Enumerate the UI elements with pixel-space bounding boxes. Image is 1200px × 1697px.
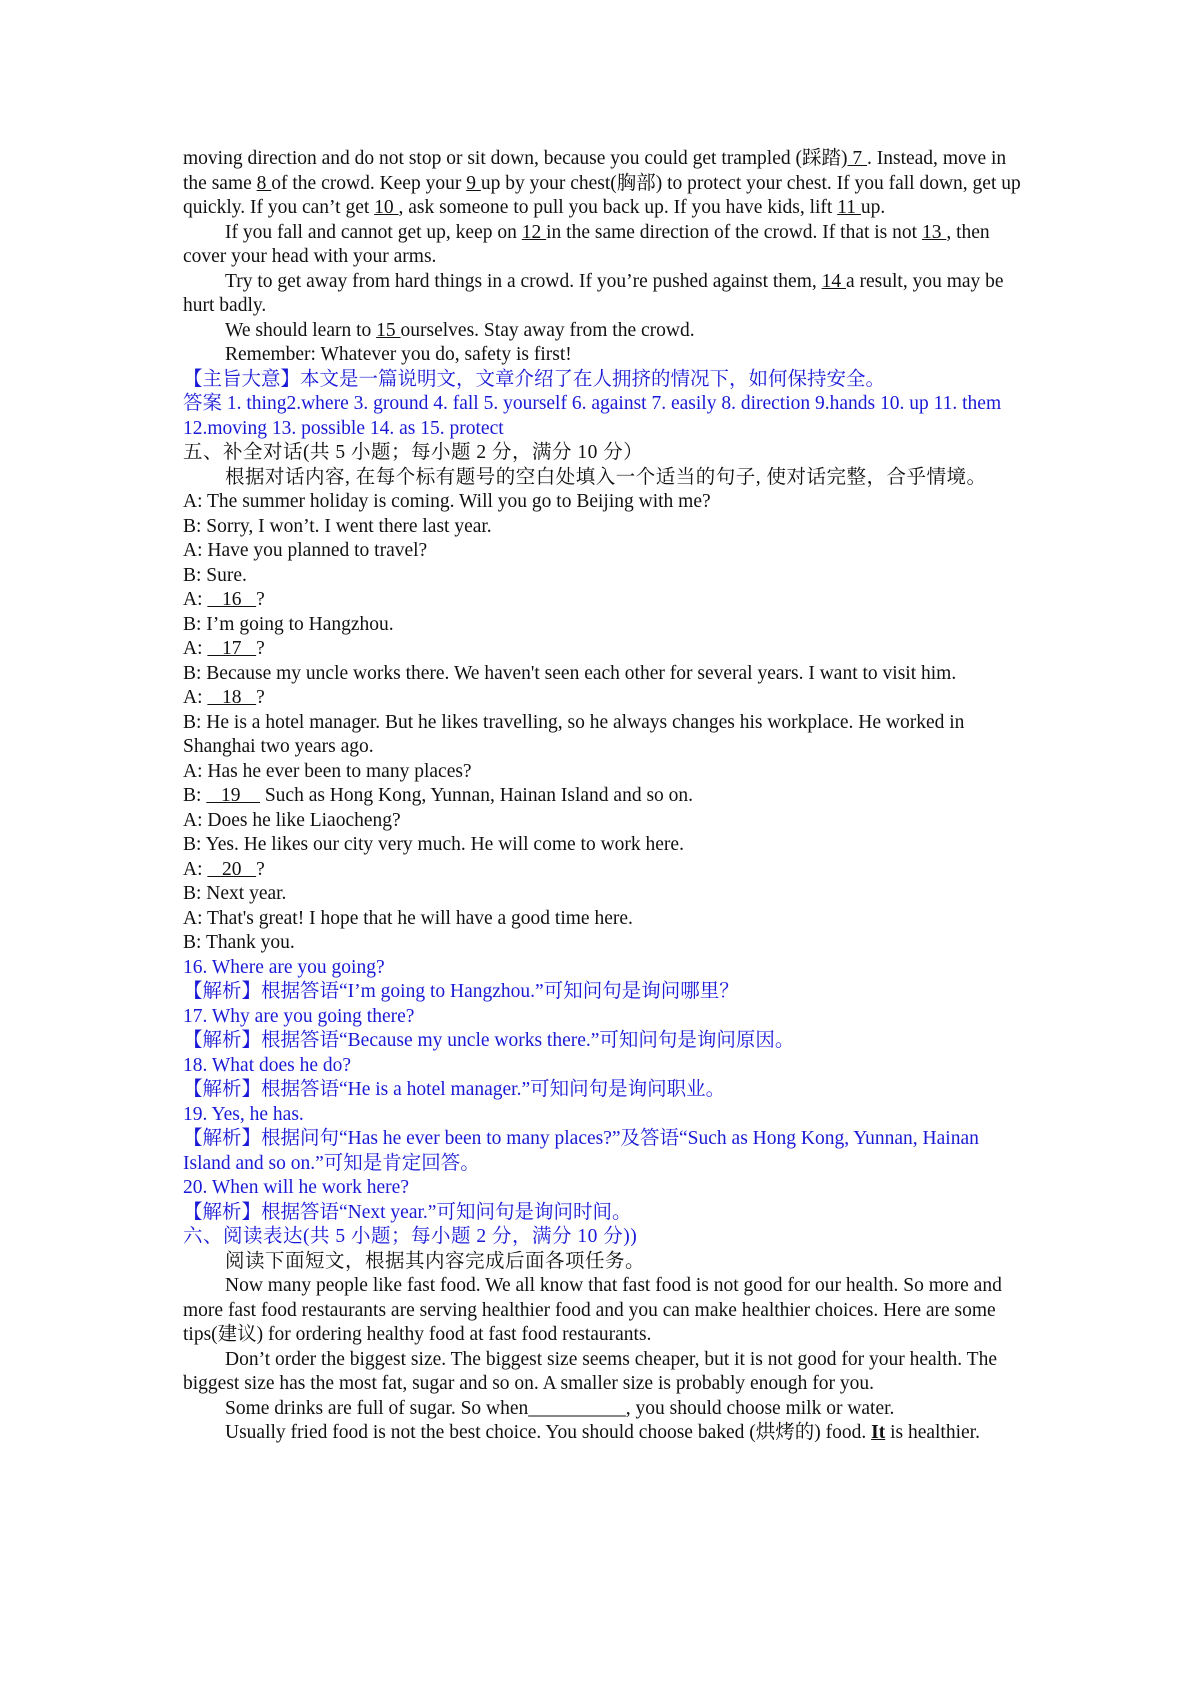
blank-11: 11 [837, 197, 861, 218]
dialogue-line: A: 16 ? [183, 589, 265, 610]
passage-paragraph-5: Remember: Whatever you do, safety is first! [225, 344, 572, 365]
reading-paragraph-4: Usually fried food is not the best choice. You should choose baked (烘烤的) food. It is healthier. [225, 1422, 980, 1443]
document-page [183, 147, 1029, 1446]
blank-7: 7 [847, 148, 867, 169]
dialogue-line: B: Yes. He likes our city very much. He will come to work here. [183, 834, 684, 855]
blank-20: 20 [207, 858, 257, 880]
blank-13: 13 [921, 221, 947, 243]
explanation-20: 【解析】根据答语“Next year.”可知问句是询问时间。 [183, 1201, 632, 1223]
reading-paragraph-3: Some drinks are full of sugar. So when__________, you should choose milk or water. [225, 1397, 895, 1419]
dialogue-line: B: 19 Such as Hong Kong, Yunnan, Hainan Island and so on. [183, 785, 694, 806]
answer-19: 19. Yes, he has. [183, 1103, 304, 1125]
section-5-instruction: 根据对话内容, 在每个标有题号的空白处填入一个适当的句子, 使对话完整，合乎情境。 [225, 466, 987, 488]
passage-paragraph-4: We should learn to 15 ourselves. Stay away from the crowd. [225, 319, 695, 341]
underlined-it: It [871, 1422, 886, 1443]
answer-key: 答案 1. thing2.where 3. ground 4. fall 5. yourself 6. against 7. easily 8. direction 9.hands 10. up 11. them 12.moving 13. possible 14. as 15. protect [183, 393, 1002, 439]
answer-20: 20. When will he work here? [183, 1177, 409, 1198]
section-5-heading: 五、补全对话(共 5 小题；每小题 2 分，满分 10 分） [183, 442, 644, 463]
blank-14: 14 [821, 270, 846, 292]
dialogue-line: A: Have you planned to travel? [183, 540, 428, 561]
summary-note: 【主旨大意】本文是一篇说明文，文章介绍了在人拥挤的情况下，如何保持安全。 [183, 368, 886, 390]
answer-18: 18. What does he do? [183, 1054, 352, 1076]
reading-paragraph-1: Now many people like fast food. We all know that fast food is not good for our health. So more and more fast food restaurants are serving healthier food and you can make healthier choices. Here are some tips(建议) for ordering healthy food at fast food restaurants. [183, 1275, 1002, 1345]
dialogue-line: A: 17 ? [183, 638, 265, 659]
section-6-instruction: 阅读下面短文，根据其内容完成后面各项任务。 [225, 1250, 646, 1272]
explanation-16: 【解析】根据答语“I’m going to Hangzhou.”可知问句是询问哪里？ [183, 981, 739, 1002]
blank-8: 8 [256, 172, 272, 194]
dialogue-line: A: 20 ? [183, 858, 265, 880]
dialogue-line: B: Sure. [183, 564, 247, 586]
explanation-19: 【解析】根据问句“Has he ever been to many places?”及答语“Such as Hong Kong, Yunnan, Hainan Island and so on.”可知是肯定回答。 [183, 1128, 979, 1174]
dialogue-line: B: I’m going to Hangzhou. [183, 613, 394, 635]
blank-12: 12 [521, 221, 547, 243]
section-6-heading: 六、阅读表达(共 5 小题；每小题 2 分，满分 10 分)) [183, 1226, 638, 1247]
blank-16: 16 [207, 589, 257, 610]
blank-17: 17 [207, 638, 257, 659]
dialogue-line: B: Next year. [183, 883, 287, 904]
dialogue-line: A: Does he like Liaocheng? [183, 809, 401, 831]
blank-18: 18 [207, 687, 257, 708]
answer-16: 16. Where are you going? [183, 956, 385, 978]
dialogue-line: B: Sorry, I won’t. I went there last year. [183, 515, 492, 537]
dialogue-line: B: Because my uncle works there. We haven't seen each other for several years. I want to visit him. [183, 662, 957, 684]
passage-paragraph-1: moving direction and do not stop or sit down, because you could get trampled (踩踏) 7 . Instead, move in the same 8 of the crowd. Keep your 9 up by your chest(胸部) to protect your chest. If you fall down, get up quickly. If you can’t get 10 , ask someone to pull you back up. If you have kids, lift 11 up. [183, 148, 1021, 218]
dialogue-line: B: Thank you. [183, 932, 295, 953]
blank-9: 9 [466, 172, 481, 194]
blank-15: 15 [376, 319, 401, 341]
dialogue-line: A: 18 ? [183, 687, 265, 708]
explanation-17: 【解析】根据答语“Because my uncle works there.”可知问句是询问原因。 [183, 1030, 795, 1051]
dialogue-line: B: He is a hotel manager. But he likes travelling, so he always changes his workplace. He worked in Shanghai two years ago. [183, 711, 965, 757]
blank-19: 19 [206, 785, 260, 806]
dialogue-line: A: Has he ever been to many places? [183, 760, 472, 782]
reading-paragraph-2: Don’t order the biggest size. The biggest size seems cheaper, but it is not good for your health. The biggest size has the most fat, sugar and so on. A smaller size is probably enough for you. [183, 1348, 997, 1394]
answer-17: 17. Why are you going there? [183, 1005, 415, 1027]
passage-paragraph-3: Try to get away from hard things in a crowd. If you’re pushed against them, 14 a result, you may be hurt badly. [183, 270, 1004, 316]
passage-paragraph-2: If you fall and cannot get up, keep on 12 in the same direction of the crowd. If that is not 13 , then cover your head with your arms. [183, 221, 990, 267]
explanation-18: 【解析】根据答语“He is a hotel manager.”可知问句是询问职业。 [183, 1079, 726, 1100]
dialogue-line: A: The summer holiday is coming. Will you go to Beijing with me? [183, 491, 711, 512]
blank-10: 10 [374, 197, 399, 218]
dialogue-line: A: That's great! I hope that he will have a good time here. [183, 907, 633, 929]
